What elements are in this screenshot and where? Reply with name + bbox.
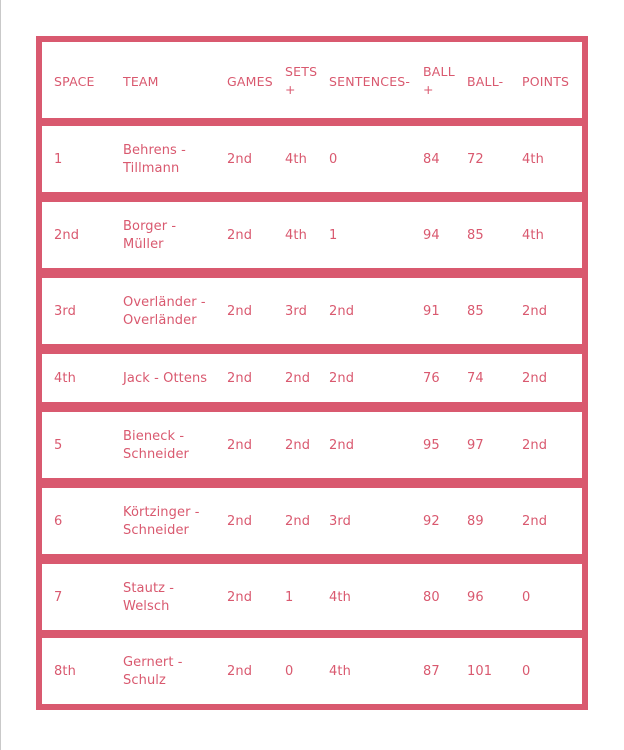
cell-games: 2nd	[227, 228, 253, 243]
table-row	[42, 126, 582, 192]
cell-space: 1	[54, 152, 63, 167]
table-row	[42, 354, 582, 402]
cell-points: 0	[522, 590, 531, 605]
cell-team-line1: Behrens -	[123, 143, 186, 158]
cell-space: 5	[54, 438, 63, 453]
cell-space: 7	[54, 590, 63, 605]
cell-team-line1: Gernert -	[123, 655, 183, 670]
cell-space: 4th	[54, 371, 76, 386]
cell-points: 2nd	[522, 514, 548, 529]
cell-space: 6	[54, 514, 63, 529]
cell-ball-plus: 80	[423, 590, 440, 605]
cell-sets-plus: 4th	[285, 228, 307, 243]
cell-ball-minus: 74	[467, 371, 484, 386]
cell-space: 3rd	[54, 304, 76, 319]
page-left-edge	[0, 0, 1, 750]
cell-points: 2nd	[522, 304, 548, 319]
cell-team-line1: Bieneck -	[123, 429, 185, 444]
cell-team-line2: Overländer	[123, 313, 197, 328]
cell-games: 2nd	[227, 304, 253, 319]
cell-team-line1: Overländer -	[123, 295, 206, 310]
cell-ball-plus: 87	[423, 664, 440, 679]
table-row	[42, 564, 582, 630]
header-ball-plus-line2: +	[423, 82, 434, 97]
cell-points: 4th	[522, 228, 544, 243]
table-row	[42, 278, 582, 344]
cell-ball-minus: 97	[467, 438, 484, 453]
cell-sets-plus: 2nd	[285, 514, 311, 529]
cell-team-line2: Schulz	[123, 673, 166, 688]
cell-sentences-minus: 1	[329, 228, 338, 243]
cell-team-line1: Jack - Ottens	[123, 371, 208, 386]
cell-ball-plus: 92	[423, 514, 440, 529]
cell-games: 2nd	[227, 438, 253, 453]
cell-space: 2nd	[54, 228, 80, 243]
header-sentences-minus: SENTENCES-	[329, 74, 411, 89]
cell-ball-plus: 95	[423, 438, 440, 453]
cell-games: 2nd	[227, 514, 253, 529]
cell-team-line2: Müller	[123, 237, 164, 252]
cell-games: 2nd	[227, 590, 253, 605]
cell-sentences-minus: 2nd	[329, 371, 355, 386]
cell-team-line1: Borger -	[123, 219, 177, 234]
cell-sets-plus: 2nd	[285, 438, 311, 453]
table-row	[42, 488, 582, 554]
cell-ball-minus: 85	[467, 304, 484, 319]
cell-space: 8th	[54, 664, 76, 679]
header-sets-plus-line2: +	[285, 82, 296, 97]
cell-sets-plus: 4th	[285, 152, 307, 167]
header-sets-plus-line1: SETS	[285, 64, 318, 79]
cell-team-line2: Schneider	[123, 523, 189, 538]
table-row	[42, 412, 582, 478]
cell-sentences-minus: 0	[329, 152, 338, 167]
cell-ball-minus: 96	[467, 590, 484, 605]
cell-points: 0	[522, 664, 531, 679]
cell-sentences-minus: 4th	[329, 664, 351, 679]
header-ball-plus-line1: BALL	[423, 64, 455, 79]
cell-games: 2nd	[227, 152, 253, 167]
header-games: GAMES	[227, 74, 273, 89]
header-ball-minus: BALL-	[467, 74, 504, 89]
cell-ball-plus: 84	[423, 152, 440, 167]
cell-sentences-minus: 2nd	[329, 304, 355, 319]
cell-ball-plus: 94	[423, 228, 440, 243]
cell-games: 2nd	[227, 371, 253, 386]
cell-team-line1: Körtzinger -	[123, 505, 200, 520]
table-header-row	[42, 42, 582, 118]
cell-team-line1: Stautz -	[123, 581, 175, 596]
cell-ball-minus: 101	[467, 664, 493, 679]
cell-points: 2nd	[522, 371, 548, 386]
cell-ball-minus: 89	[467, 514, 484, 529]
cell-sets-plus: 0	[285, 664, 294, 679]
cell-ball-minus: 85	[467, 228, 484, 243]
cell-team-line2: Schneider	[123, 447, 189, 462]
table-row	[42, 638, 582, 704]
cell-sets-plus: 2nd	[285, 371, 311, 386]
standings-table	[36, 36, 588, 710]
cell-points: 4th	[522, 152, 544, 167]
cell-sets-plus: 1	[285, 590, 294, 605]
cell-ball-plus: 76	[423, 371, 440, 386]
cell-team-line2: Welsch	[123, 599, 170, 614]
cell-games: 2nd	[227, 664, 253, 679]
cell-sets-plus: 3rd	[285, 304, 307, 319]
cell-sentences-minus: 4th	[329, 590, 351, 605]
header-points: POINTS	[522, 74, 570, 89]
header-space: SPACE	[54, 74, 95, 89]
cell-team-line2: Tillmann	[123, 161, 180, 176]
cell-ball-minus: 72	[467, 152, 484, 167]
table-row	[42, 202, 582, 268]
header-team: TEAM	[123, 74, 159, 89]
cell-points: 2nd	[522, 438, 548, 453]
cell-sentences-minus: 3rd	[329, 514, 351, 529]
cell-sentences-minus: 2nd	[329, 438, 355, 453]
cell-ball-plus: 91	[423, 304, 440, 319]
